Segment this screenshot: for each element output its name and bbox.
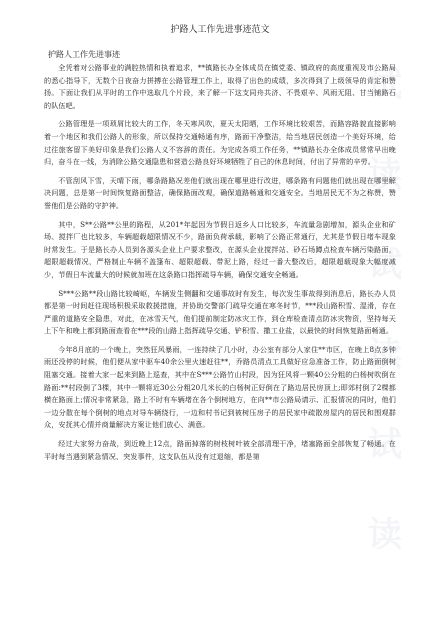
paragraph-1: 全凭着对公路事业的满腔热情和执着追求，**镇路长办全体成员在镇党委、镇政府的高度重视及市公路局的悉心指导下，无数个日夜奋力拼搏在公路管理工作上，取得了出色的成绩，多次得到了上级领导的肯定和赞扬。下面让我们从平时的工作中选取几个片段，来了解一下这支同舟共济、不畏艰辛、风雨无阻、甘当铺路石的队伍吧。	[44, 63, 396, 110]
paragraph-4: 其中，S**公路**公里的路程，从201*年起因为节假日返乡人口比较多，车流量急剧增加，源头企业和矿场、搅拌厂也比较多，车辆超载超限情况不少，路面负荷承载，影响了公路正常通行，尤其是节假日堵车现象时常发生。于是路长办人员到各源头企业上户要求整改，在源头企业搅拌站、砂石场蹲点检查车辆污染路面，超限超载情况，严格制止车辆不盖篷布、超限超载、带泥上路，经过一番大整改后，超限超载现象大幅度减少，节假日车流量大的时候就加班在这条路口指挥疏导车辆，确保交通安全畅通。	[44, 219, 396, 279]
paragraph-7: 经过大家努力奋战，到近晚上12点，路面掉落的树枝树叶被全部清理干净，堵塞路面全部恢复了畅通。在平时每当遇到紧急情况、突发事件，这支队伍从没有过退缩，都是第	[44, 439, 396, 461]
paragraph-5: S***公路**段山路比较崎岖，车辆发生侧翻和交通事故时有发生，每次发生事故得到消息后，路长办人员都是第一时间赶往现场积极采取救援措施，并协助交警部门疏导交通在寒冬时节，***段山路积雪、湿滑，存在严重的道路安全隐患，对此，在冰雪天气，他们提前制定防冰灾工作，到仓库检查清点防冰灾物资，坚持每天上下午和晚上都到路面查看在***段的山路上指挥疏导交通、铲积雪、撒工业盐，以最快的时间恢复路面畅通。	[44, 288, 396, 336]
watermark: 试 读 试 读 试 读	[368, 65, 402, 555]
paragraph-3: 不管刮风下雪，天晴下雨，哪条路路况差他们就出现在哪里进行改进，哪条路有问题他们就出现在哪里解决问题，总是第一时间恢复路面整洁，确保路面改观，确保道路畅通和交通安全。当地居民无不为之称赞，赞誉他们是公路的守护神。	[44, 175, 396, 210]
paragraph-6: 今年8月底的一个晚上，突然狂风暴雨，一连持续了几小时，办公室有部分人家住**市区，在晚上8点多钟雨还没停的时候，他们便从家中驱车40余公里火速赶往**，乔路员清点工具做好应急准备工作，防止路面倒树阻塞交通。接着大家一起来到路上巡查，其中在S***公路竹山村段，因为狂风将一颗40公分粗的白杨树吹倒在路面:**村段倒了3棵，其中一颗将近30公分粗20几米长的白杨树正好倒在了路边居民房顶上;即郊村倒了2棵都横在路面上;情况非常紧急，路上不时有车辆堵在各个倒树地方，在向**市公路局请示、汇报情况的同时，他们一边分散在每个倒树的地点对导车辆绕行，一边和村书记到被树压房子的居民家中疏散房屋内的居民和围观群众，安抚其心情并商量解决方案让他们放心、满意。	[44, 344, 396, 430]
paragraph-2: 公路管理是一项琐屑比较大的工作，冬天寒风吹，夏天太阳晒，工作环境比较艰苦，而路容路貌直接影响着一个地区和我们公路人的形象，所以保持交通畅通有序，路面干净整洁，给当地居民创造一个美好环境，给过往旅客留下美好印象是我们公路人义不容辞的责任。为完成各项工作任务，**镇路长办全体成员常常早出晚归，奋斗在一线，为消除公路交通隐患和营造公路良好环境牺牲了自己的休息时间，付出了异常的辛劳。	[44, 119, 396, 167]
document-subtitle: 护路人工作先进事迹	[48, 50, 120, 59]
document-title: 护路人工作先进事迹范文	[170, 25, 270, 35]
